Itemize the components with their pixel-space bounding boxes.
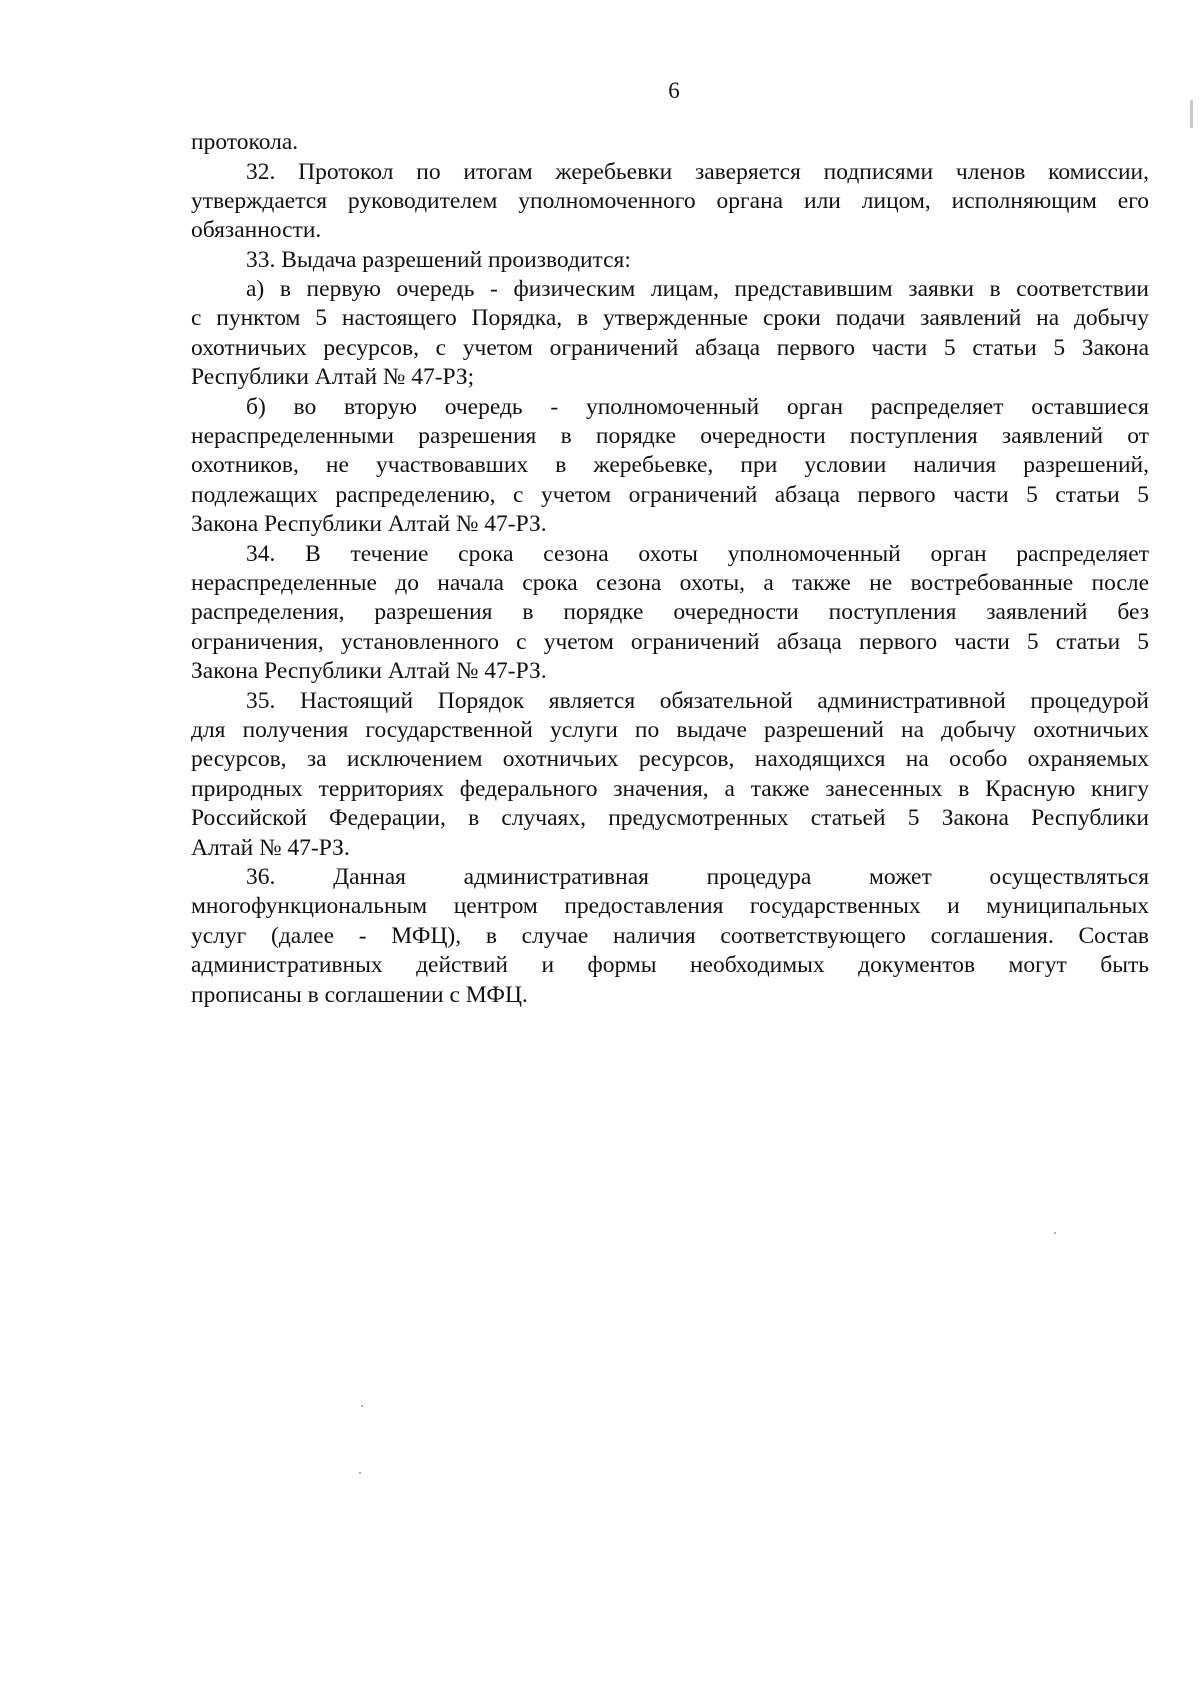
text-line: административных действий и формы необходимых документов могут быть: [191, 952, 1149, 978]
text-line: распределения, разрешения в порядке очередности поступления заявлений без: [191, 599, 1149, 625]
text-line: ресурсов, за исключением охотничьих ресурсов, находящихся на особо охраняемых: [191, 746, 1149, 772]
text-line: утверждается руководителем уполномоченного органа или лицом, исполняющим его: [191, 188, 1149, 214]
text-line: а) в первую очередь - физическим лицам, представившим заявки в соответствии: [246, 276, 1149, 302]
text-line: подлежащих распределению, с учетом ограничений абзаца первого части 5 статьи 5: [191, 482, 1149, 508]
text-line: Республики Алтай № 47-РЗ;: [191, 364, 475, 390]
text-line: нераспределенными разрешения в порядке очередности поступления заявлений от: [191, 423, 1149, 449]
text-line: протокола.: [191, 129, 299, 155]
text-line: прописаны в соглашении с МФЦ.: [191, 982, 528, 1008]
scan-speck: [359, 1472, 361, 1474]
text-line: Закона Республики Алтай № 47-РЗ.: [191, 511, 547, 537]
text-line: 36. Данная административная процедура может осуществляться: [246, 864, 1149, 890]
scan-mark: [1190, 100, 1193, 128]
text-line: многофункциональным центром предоставления государственных и муниципальных: [191, 893, 1149, 919]
page-number: 6: [668, 78, 680, 103]
text-line: б) во вторую очередь - уполномоченный орган распределяет оставшиеся: [246, 394, 1149, 420]
scan-speck: [1054, 1232, 1056, 1234]
text-line: ограничения, установленного с учетом ограничений абзаца первого части 5 статьи 5: [191, 629, 1149, 655]
text-line: 33. Выдача разрешений производится:: [246, 247, 631, 273]
text-line: услуг (далее - МФЦ), в случае наличия соответствующего соглашения. Состав: [191, 923, 1149, 949]
text-line: с пунктом 5 настоящего Порядка, в утвержденные сроки подачи заявлений на добычу: [191, 305, 1149, 331]
text-line: обязанности.: [191, 217, 322, 243]
text-line: Алтай № 47-РЗ.: [191, 835, 350, 861]
text-line: природных территориях федерального значения, а также занесенных в Красную книгу: [191, 776, 1149, 802]
text-line: охотничьих ресурсов, с учетом ограничений абзаца первого части 5 статьи 5 Закона: [191, 335, 1149, 361]
text-line: 35. Настоящий Порядок является обязательной административной процедурой: [246, 688, 1149, 714]
text-line: 32. Протокол по итогам жеребьевки заверяется подписями членов комиссии,: [246, 159, 1149, 185]
text-line: нераспределенные до начала срока сезона охоты, а также не востребованные после: [191, 570, 1149, 596]
text-line: Российской Федерации, в случаях, предусмотренных статьей 5 Закона Республики: [191, 805, 1149, 831]
text-line: охотников, не участвовавших в жеребьевке, при условии наличия разрешений,: [191, 452, 1149, 478]
text-line: Закона Республики Алтай № 47-РЗ.: [191, 658, 547, 684]
text-line: для получения государственной услуги по выдаче разрешений на добычу охотничьих: [191, 717, 1149, 743]
text-line: 34. В течение срока сезона охоты уполномоченный орган распределяет: [246, 541, 1149, 567]
scan-speck: [361, 1405, 363, 1407]
